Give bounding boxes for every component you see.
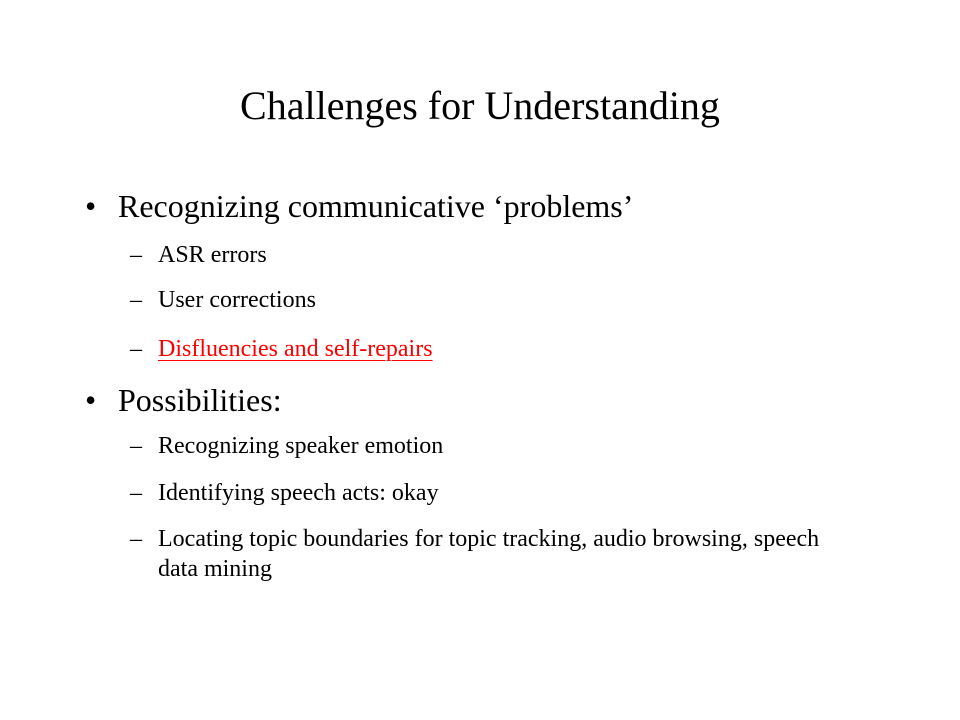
bullet-icon: • [85, 382, 97, 418]
sub-item-text: Identifying speech acts: okay [158, 480, 439, 506]
sub-item-text: User corrections [158, 287, 316, 313]
sub-item-text: ASR errors [158, 242, 267, 268]
sub-item-text: Locating topic boundaries for topic tracking, audio browsing, speech data mining [158, 526, 820, 582]
dash-icon: – [130, 242, 142, 268]
dash-icon: – [130, 526, 142, 552]
dash-icon: – [130, 336, 142, 362]
bullet-text: Possibilities: [118, 382, 282, 418]
dash-icon: – [130, 287, 142, 313]
sub-item-text: Recognizing speaker emotion [158, 433, 444, 459]
disfluencies-link[interactable]: Disfluencies and self-repairs [158, 336, 433, 362]
dash-icon: – [130, 433, 142, 459]
slide-title: Challenges for Understanding [240, 83, 720, 128]
dash-icon: – [130, 480, 142, 506]
bullet-text: Recognizing communicative ‘problems’ [118, 188, 634, 224]
bullet-icon: • [85, 188, 97, 224]
